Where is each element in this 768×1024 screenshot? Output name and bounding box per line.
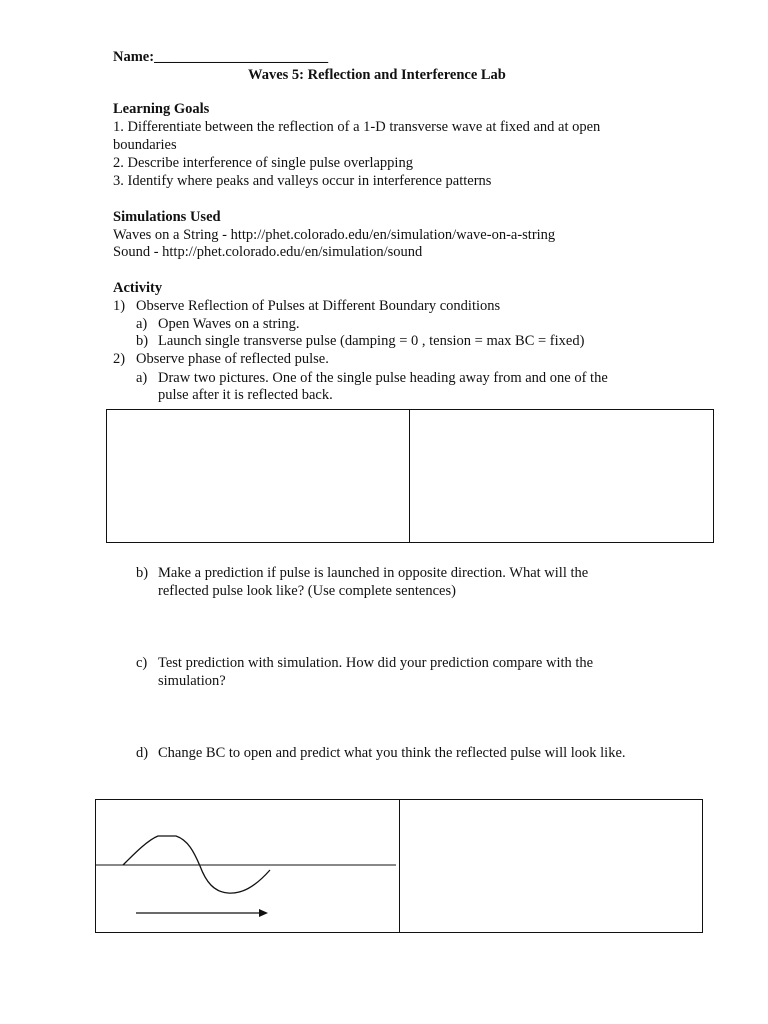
learning-goal-2: 2. Describe interference of single pulse overlapping bbox=[113, 155, 413, 171]
step2c-label: c) bbox=[136, 655, 148, 671]
name-field-label: Name:________________________ bbox=[113, 49, 329, 65]
step2a-label: a) bbox=[136, 370, 148, 386]
step1-text: Observe Reflection of Pulses at Different Boundary conditions bbox=[136, 298, 501, 314]
step1b-label: b) bbox=[136, 333, 149, 349]
step2c-text-line1: Test prediction with simulation. How did your prediction compare with the bbox=[158, 655, 594, 671]
step2d-label: d) bbox=[136, 745, 149, 761]
step1-number: 1) bbox=[113, 298, 126, 314]
step2a-text-line1: Draw two pictures. One of the single pulse heading away from and one of the bbox=[158, 370, 608, 386]
learning-goal-1: 1. Differentiate between the reflection of a 1-D transverse wave at fixed and at open bbox=[113, 119, 601, 135]
step2b-label: b) bbox=[136, 565, 149, 581]
step2-text: Observe phase of reflected pulse. bbox=[136, 351, 329, 367]
step1b-text: Launch single transverse pulse (damping = 0 , tension = max BC = fixed) bbox=[158, 333, 585, 349]
step2a-text-line2: pulse after it is reflected back. bbox=[158, 387, 333, 403]
activity-heading: Activity bbox=[113, 280, 163, 296]
step2d-text: Change BC to open and predict what you think the reflected pulse will look like. bbox=[158, 745, 626, 761]
step2b-text-line1: Make a prediction if pulse is launched in opposite direction. What will the bbox=[158, 565, 589, 581]
step1a-text: Open Waves on a string. bbox=[158, 316, 300, 332]
step2-number: 2) bbox=[113, 351, 126, 367]
pulse-sketch bbox=[96, 800, 400, 932]
direction-arrow-head bbox=[259, 909, 268, 917]
drawing-box-1-divider bbox=[409, 410, 410, 542]
step1a-label: a) bbox=[136, 316, 148, 332]
step2c-text-line2: simulation? bbox=[158, 673, 226, 689]
learning-goals-heading: Learning Goals bbox=[113, 101, 210, 117]
learning-goal-1-cont: boundaries bbox=[113, 137, 177, 153]
simulation-sound: Sound - http://phet.colorado.edu/en/simulation/sound bbox=[113, 244, 423, 260]
simulations-heading: Simulations Used bbox=[113, 209, 221, 225]
drawing-box-1[interactable] bbox=[106, 409, 714, 543]
simulation-wave-on-string: Waves on a String - http://phet.colorado.edu/en/simulation/wave-on-a-string bbox=[113, 227, 556, 243]
drawing-box-2[interactable] bbox=[95, 799, 703, 933]
page-title: Waves 5: Reflection and Interference Lab bbox=[248, 67, 506, 83]
step2b-text-line2: reflected pulse look like? (Use complete sentences) bbox=[158, 583, 456, 599]
learning-goal-3: 3. Identify where peaks and valleys occur in interference patterns bbox=[113, 173, 492, 189]
